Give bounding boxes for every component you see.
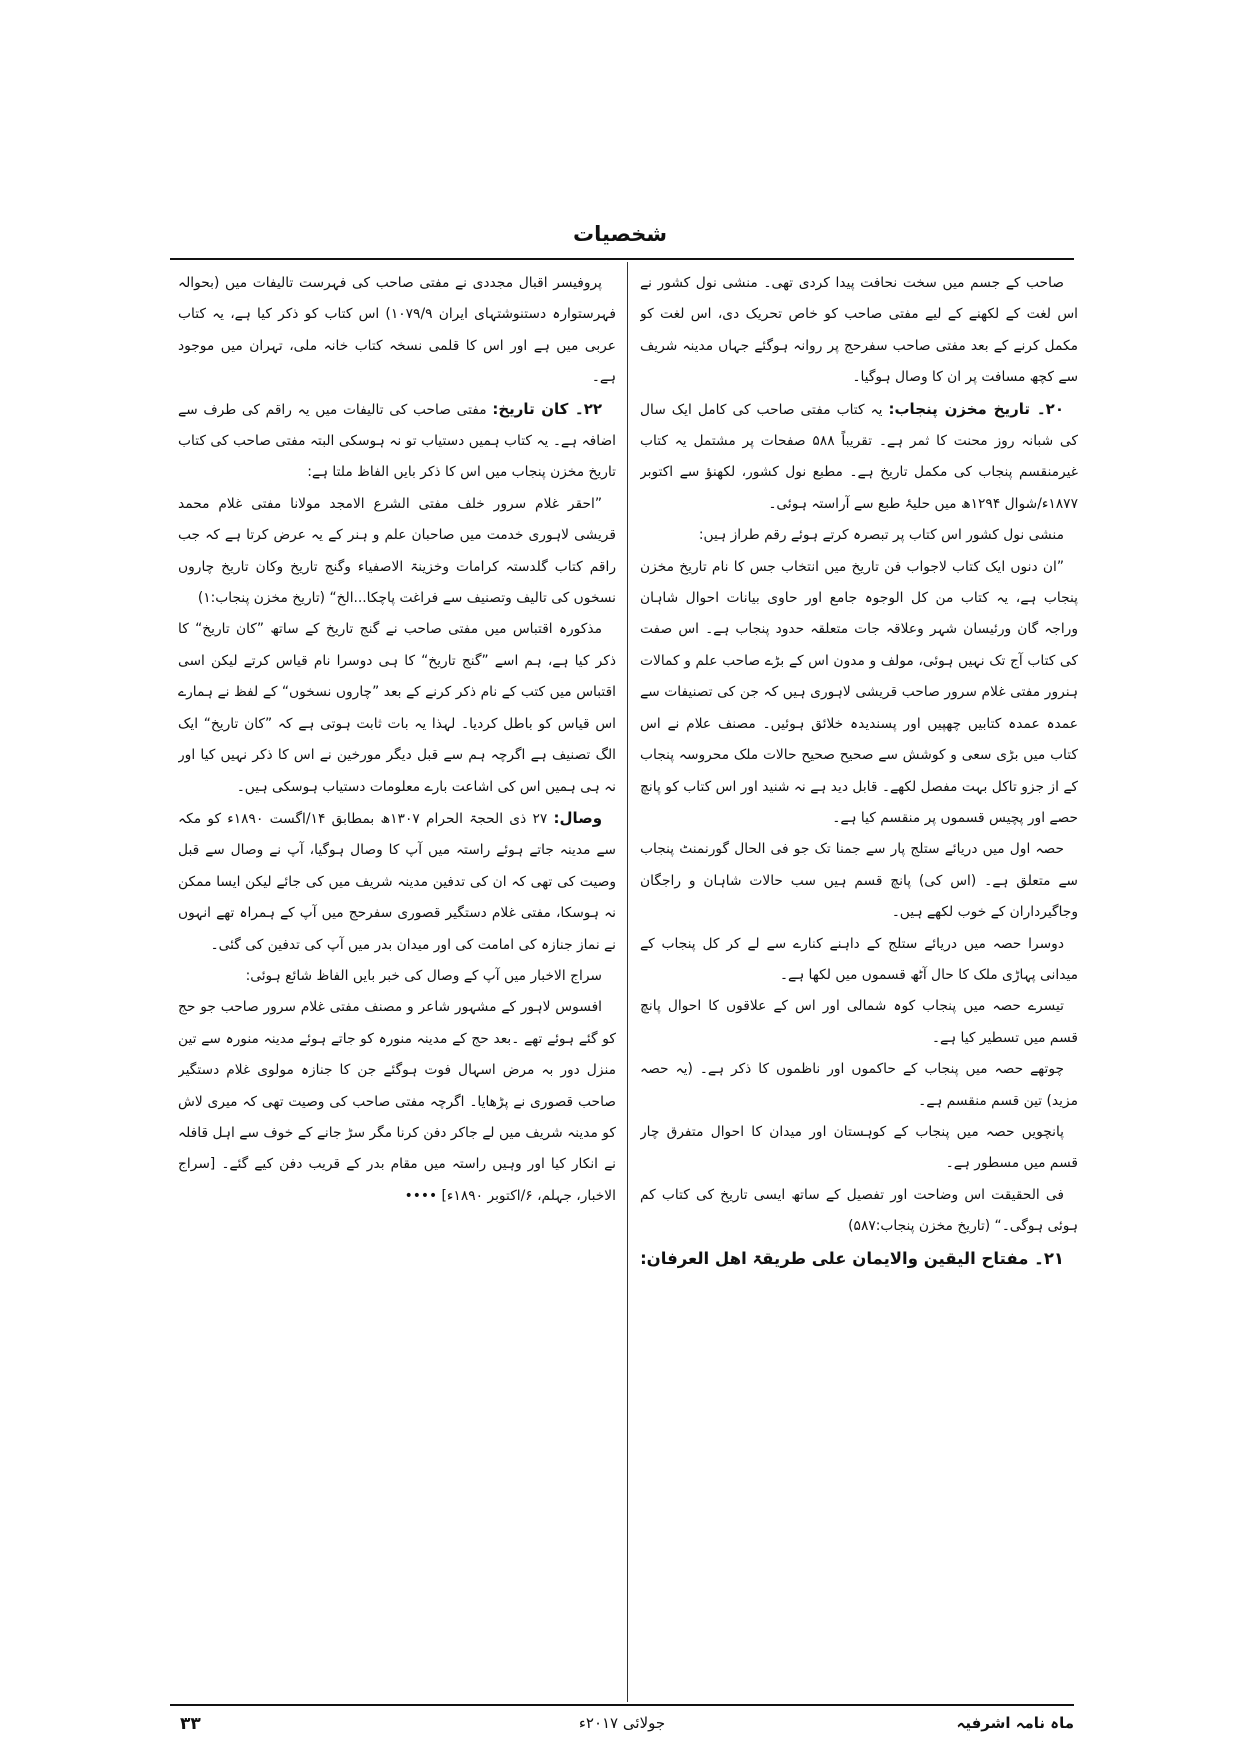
paragraph: چوتھے حصہ میں پنجاب کے حاکموں اور ناظموں کا ذکر ہے۔ (یہ حصہ مزید) تین قسم منقسم ہے۔ <box>640 1061 1078 1109</box>
section-paragraph <box>178 803 616 961</box>
section-heading: ۲۱۔ مفتاح الیقین والایمان علی طریقۃ اھل العرفان: <box>640 1248 1064 1268</box>
footer <box>170 1714 1074 1744</box>
section-heading: وصال: <box>553 808 603 827</box>
column-divider <box>627 262 628 1702</box>
paragraph: پانچویں حصہ میں پنجاب کے کوہستان اور میدان کا احوال متفرق چار قسم میں مسطور ہے۔ <box>640 1123 1078 1172</box>
paragraph: پروفیسر اقبال مجددی نے مفتی صاحب کی فہرست تالیفات میں (بحوالہ فہرستوارہ دستنوشتہای ایران ۱۰۷۹/۹) اس کتاب کو ذکر کیا ہے، یہ کتاب عربی میں ہے اور اس کا قلمی نسخہ کتاب خانہ ملی، تہران میں موجود ہے۔ <box>178 275 616 386</box>
paragraph-text: ۲۷ ذی الحجۃ الحرام ۱۳۰۷ھ بمطابق ۱۴/اگست ۱۸۹۰ء کو مکہ سے مدینہ جاتے ہوئے راستہ میں آپ کا وصال ہوگیا، آپ نے وصال سے قبل وصیت کی تھی کہ ان کی تدفین مدینہ شریف میں کی جائے لیکن ایسا ممکن نہ ہوسکا، مفتی غلام دستگیر قصوری سفرحج میں آپ کے ہمراہ تھے انہوں نے نماز جنازہ کی امامت کی اور میدان بدر میں آپ کی تدفین کی گئی۔ <box>178 810 616 953</box>
page-number: ۳۳ <box>180 1714 201 1734</box>
section-paragraph <box>640 394 1078 521</box>
paragraph: دوسرا حصہ میں دریائے ستلج کے داہنے کنارے سے لے کر کل پنجاب کے میدانی پہاڑی ملک کا حال آٹھ قسموں میں لکھا ہے۔ <box>640 935 1078 983</box>
paragraph-text: یہ کتاب مفتی صاحب کی کامل ایک سال کی شبانہ روز محنت کا ثمر ہے۔ تقریباً ۵۸۸ صفحات پر مشتمل یہ کتاب غیرمنقسم پنجاب کی مکمل تاریخ ہے۔ مطبع نول کشور، لکھنؤ سے اکتوبر ۱۸۷۷ء/شوال ۱۲۹۴ھ میں حلیۂ طبع سے آراستہ ہوئی۔ <box>640 401 1078 512</box>
paragraph: تیسرے حصہ میں پنجاب کوہ شمالی اور اس کے علاقوں کا احوال پانچ قسم میں تسطیر کیا ہے۔ <box>640 998 1078 1046</box>
paragraph: ”ان دنوں ایک کتاب لاجواب فن تاریخ میں انتخاب جس کا نام تاریخ مخزن پنجاب ہے، یہ کتاب من کل الوجوہ جامع اور حاوی بیانات احوال شاہان وراجہ گان ورئیسان شہر وعلاقہ جات متعلقہ حدود پنجاب ہے۔ اس صفت کی کتاب آج تک نہیں ہوئی، مولف و مدون اس کے بڑے صاحب علم و کمالات ہنرور مفتی غلام سرور صاحب قریشی لاہوری ہیں کہ جن کی تصنیفات سے عمدہ عمدہ کتابیں چھپیں اور پسندیدہ خلائق ہوئیں۔ مصنف علام نے اس کتاب میں بڑی سعی و کوشش سے صحیح صحیح حالات ملک محروسہ پنجاب کے از جزو تاکل بہت مفصل لکھے۔ قابل دید ہے نہ شنید اور اس کتاب کو پانچ حصے اور پچیس قسموں پر منقسم کیا ہے۔ <box>640 558 1078 826</box>
paragraph: افسوس لاہور کے مشہور شاعر و مصنف مفتی غلام سرور صاحب جو حج کو گئے ہوئے تھے ۔بعد حج کے مدینہ منورہ کو جاتے ہوئے مدینہ منورہ سے تین منزل دور بہ مرض اسہال فوت ہوگئے جن کا جنازہ مولوی غلام دستگیر صاحب قصوری نے پڑھایا۔ اگرچہ مفتی صاحب کی وصیت تھی کہ میری لاش کو مدینہ شریف میں لے جاکر دفن کرنا مگر سڑ جانے کے خوف سے اہل قافلہ نے انکار کیا اور وہیں راستہ میں مقام بدر کے قریب دفن کیے گئے۔ [سراج الاخبار، جہلم، ۶/اکتوبر ۱۸۹۰ء] •••• <box>178 999 616 1204</box>
paragraph: منشی نول کشور اس کتاب پر تبصرہ کرتے ہوئے رقم طراز ہیں: <box>698 527 1064 544</box>
section-heading: ۲۲۔ کان تاریخ: <box>492 399 602 418</box>
issue-date: جولائی ۲۰۱۷ء <box>578 1714 666 1732</box>
paragraph: حصہ اول میں دریائے ستلج پار سے جمنا تک جو فی الحال گورنمنٹ پنجاب سے متعلق ہے۔ (اس کی) پانچ قسم ہیں سب حالات شاہان و راجگان وجاگیرداران کے خوب لکھے ہیں۔ <box>640 841 1078 921</box>
paragraph-text: مفتی صاحب کی تالیفات میں یہ راقم کی طرف سے اضافہ ہے۔ یہ کتاب ہمیں دستیاب تو نہ ہوسکی البتہ مفتی صاحب کی کتاب تاریخ مخزن پنجاب میں اس کا ذکر بایں الفاظ ملتا ہے: <box>178 401 616 481</box>
left-column <box>178 268 616 1698</box>
page-title: شخصیات <box>572 222 668 246</box>
paragraph: سراج الاخبار میں آپ کے وصال کی خبر بایں الفاظ شائع ہوئی: <box>245 967 602 984</box>
section-heading: ۲۰۔ تاریخ مخزن پنجاب: <box>888 399 1064 418</box>
paragraph: ”احقر غلام سرور خلف مفتی الشرع الامجد مولانا مفتی غلام محمد قریشی لاہوری خدمت میں صاحبان علم و ہنر کے یہ عرض کرتا ہے کہ جب راقم کتاب گلدستہ کرامات وخزینۃ الاصفیاء وگنج تاریخ وکان تاریخ چاروں نسخوں کی تالیف وتصنیف سے فراغت پاچکا...الخ“ (تاریخ مخزن پنجاب:۱) <box>178 495 616 607</box>
header-rule <box>170 258 1074 260</box>
right-column <box>640 268 1078 1698</box>
footer-rule <box>170 1704 1074 1706</box>
paragraph: مذکورہ اقتباس میں مفتی صاحب نے گنج تاریخ کے ساتھ ”کان تاریخ“ کا ذکر کیا ہے، ہم اسے ”گنج تاریخ“ کا ہی دوسرا نام قیاس کرتے لیکن اسی اقتباس میں کتب کے نام ذکر کرنے کے بعد ”چاروں نسخوں“ کے لفظ نے ہمارے اس قیاس کو باطل کردیا۔ لہذا یہ بات ثابت ہوتی ہے کہ ”کان تاریخ“ ایک الگ تصنیف ہے اگرچہ ہم سے قبل دیگر مورخین نے اس کا ذکر نہیں کیا اور نہ ہی ہمیں اس کی اشاعت بارے معلومات دستیاب ہوسکی ہیں۔ <box>178 621 616 795</box>
paragraph: صاحب کے جسم میں سخت نحافت پیدا کردی تھی۔ منشی نول کشور نے اس لغت کے لکھنے کے لیے مفتی صاحب کو خاص تحریک دی، اس لغت کو مکمل کرنے کے بعد مفتی صاحب سفرحج پر روانہ ہوگئے جہاں مدینہ شریف سے کچھ مسافت پر ان کا وصال ہوگیا۔ <box>640 275 1078 386</box>
magazine-name: ماہ نامہ اشرفیہ <box>956 1714 1074 1732</box>
paragraph: فی الحقیقت اس وضاحت اور تفصیل کے ساتھ ایسی تاریخ کی کتاب کم ہوئی ہوگی۔“ (تاریخ مخزن پنجاب:۵۸۷) <box>640 1186 1078 1235</box>
section-paragraph <box>178 394 616 489</box>
